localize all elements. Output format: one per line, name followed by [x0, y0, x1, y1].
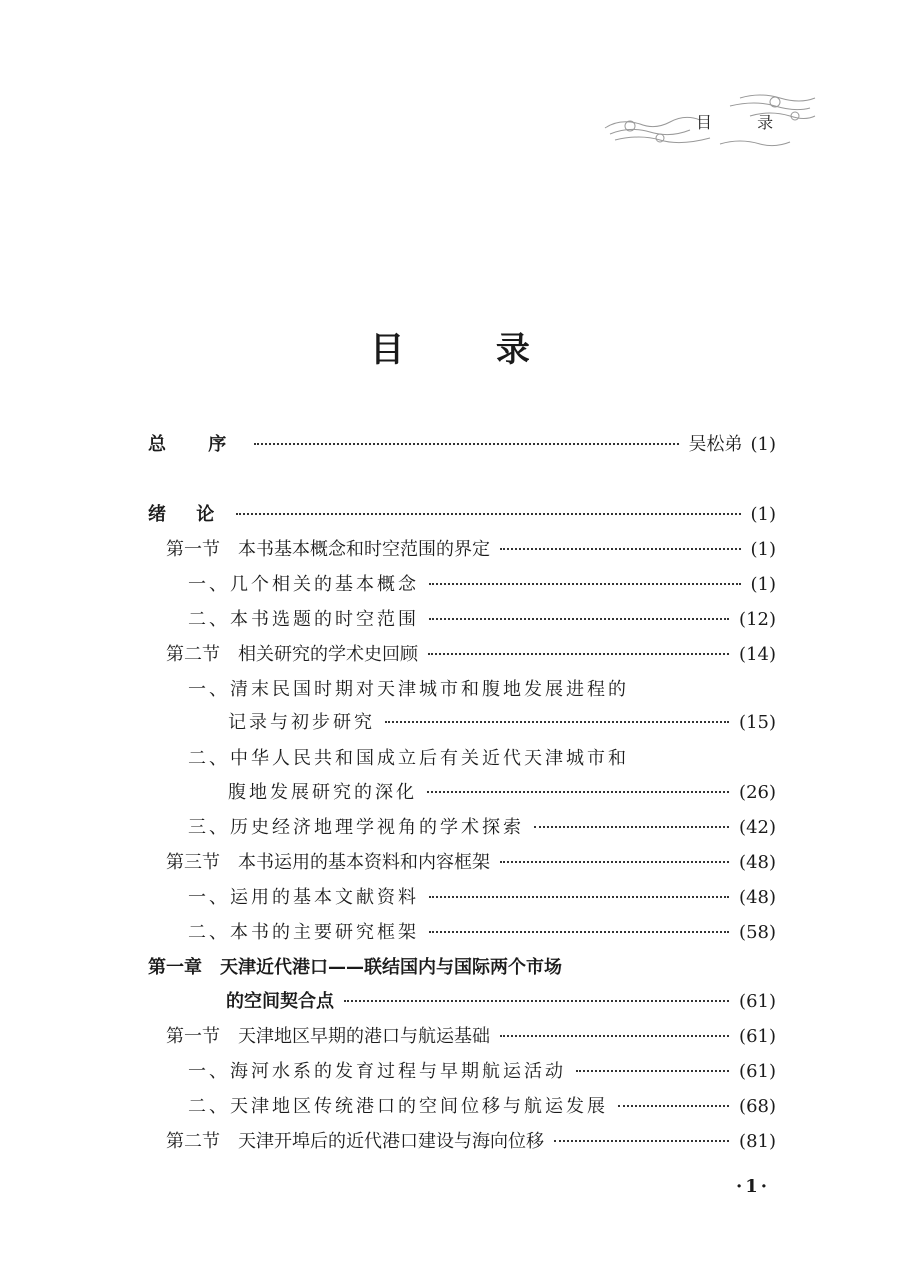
toc-label: 二、本书的主要研究框架: [188, 922, 419, 943]
toc-label: 一、运用的基本文献资料: [188, 887, 419, 908]
toc-entry-section[interactable]: [166, 1022, 776, 1052]
dot-leader: [429, 583, 741, 585]
toc-page-number: (48): [739, 887, 776, 908]
toc-label: 三、历史经济地理学视角的学术探索: [188, 817, 524, 838]
toc-entry-section[interactable]: [166, 1127, 776, 1157]
toc-label: 的空间契合点: [226, 991, 334, 1012]
toc-page-number: (61): [739, 1026, 776, 1047]
toc-label: 记录与初步研究: [228, 712, 375, 733]
dot-leader: [554, 1140, 729, 1142]
toc-page-number: (26): [739, 782, 776, 803]
toc-page-number: (81): [739, 1131, 776, 1152]
toc-label: 二、天津地区传统港口的空间位移与航运发展: [188, 1096, 608, 1117]
toc-page-number: (12): [739, 609, 776, 630]
dot-leader: [427, 791, 729, 793]
toc-entry-section[interactable]: [166, 848, 776, 878]
dot-leader: [534, 826, 729, 828]
toc-entry-subsection-line1[interactable]: [188, 744, 629, 774]
toc-entry-subsection[interactable]: [188, 570, 776, 600]
running-title: 目 录: [696, 113, 794, 132]
toc-label: 腹地发展研究的深化: [228, 782, 417, 803]
toc-label: 第一节 天津地区早期的港口与航运基础: [166, 1026, 490, 1047]
toc-label: 第三节 本书运用的基本资料和内容框架: [166, 852, 490, 873]
toc-author: 吴松弟: [688, 434, 743, 455]
dot-leader: [500, 548, 741, 550]
toc-entry-intro[interactable]: [148, 500, 776, 530]
dot-leader: [500, 861, 729, 863]
toc-entry-subsection[interactable]: [188, 883, 776, 913]
dot-leader: [254, 443, 678, 445]
toc-label: 一、几个相关的基本概念: [188, 574, 419, 595]
dot-leader: [385, 721, 729, 723]
toc-entry-subsection[interactable]: [188, 813, 776, 843]
toc-page-number: (58): [739, 922, 776, 943]
toc-entry-preface[interactable]: [148, 430, 776, 460]
toc-label: 二、中华人民共和国成立后有关近代天津城市和: [188, 748, 629, 769]
dot-leader: [618, 1105, 729, 1107]
toc-label: 第二节 相关研究的学术史回顾: [166, 644, 418, 665]
toc-page-number: (61): [739, 1061, 776, 1082]
toc-entry-chapter-line2[interactable]: [226, 987, 776, 1017]
toc-page-number: (14): [739, 644, 776, 665]
toc-label: 一、海河水系的发育过程与早期航运活动: [188, 1061, 566, 1082]
toc-page-number: (1): [750, 434, 776, 455]
dot-leader: [576, 1070, 729, 1072]
toc-label: 第一章 天津近代港口——联结国内与国际两个市场: [148, 957, 562, 978]
toc-label: 绪 论: [148, 504, 227, 525]
toc-page-number: (48): [739, 852, 776, 873]
page-title: 目 录: [370, 330, 570, 370]
toc-label: 第二节 天津开埠后的近代港口建设与海向位移: [166, 1131, 544, 1152]
toc-page-number: (1): [750, 504, 776, 525]
toc-page-number: (42): [739, 817, 776, 838]
toc-label: 总 序: [148, 434, 245, 455]
dot-leader: [236, 513, 740, 515]
toc-entry-subsection[interactable]: [188, 1057, 776, 1087]
toc-label: 一、清末民国时期对天津城市和腹地发展进程的: [188, 679, 629, 700]
toc-label: 第一节 本书基本概念和时空范围的界定: [166, 539, 490, 560]
running-header: [600, 88, 820, 158]
toc-entry-subsection-line1[interactable]: [188, 675, 629, 705]
dot-leader: [429, 896, 729, 898]
toc-page-number: (61): [739, 991, 776, 1012]
toc-entry-subsection-line2[interactable]: [228, 708, 776, 738]
toc-page-number: (1): [750, 574, 776, 595]
page-number: ·1·: [736, 1176, 771, 1197]
dot-leader: [429, 618, 729, 620]
toc-page-number: (68): [739, 1096, 776, 1117]
toc-page-number: (1): [750, 539, 776, 560]
toc-entry-subsection[interactable]: [188, 918, 776, 948]
dot-leader: [428, 653, 729, 655]
toc-entry-section[interactable]: [166, 640, 776, 670]
toc-entry-chapter-line1[interactable]: [148, 953, 562, 983]
toc-label: 二、本书选题的时空范围: [188, 609, 419, 630]
toc-entry-subsection[interactable]: [188, 605, 776, 635]
dot-leader: [344, 1000, 729, 1002]
toc-entry-section[interactable]: [166, 535, 776, 565]
dot-leader: [429, 931, 729, 933]
toc-entry-subsection-line2[interactable]: [228, 778, 776, 808]
toc-page-number: (15): [739, 712, 776, 733]
toc-entry-subsection[interactable]: [188, 1092, 776, 1122]
dot-leader: [500, 1035, 729, 1037]
